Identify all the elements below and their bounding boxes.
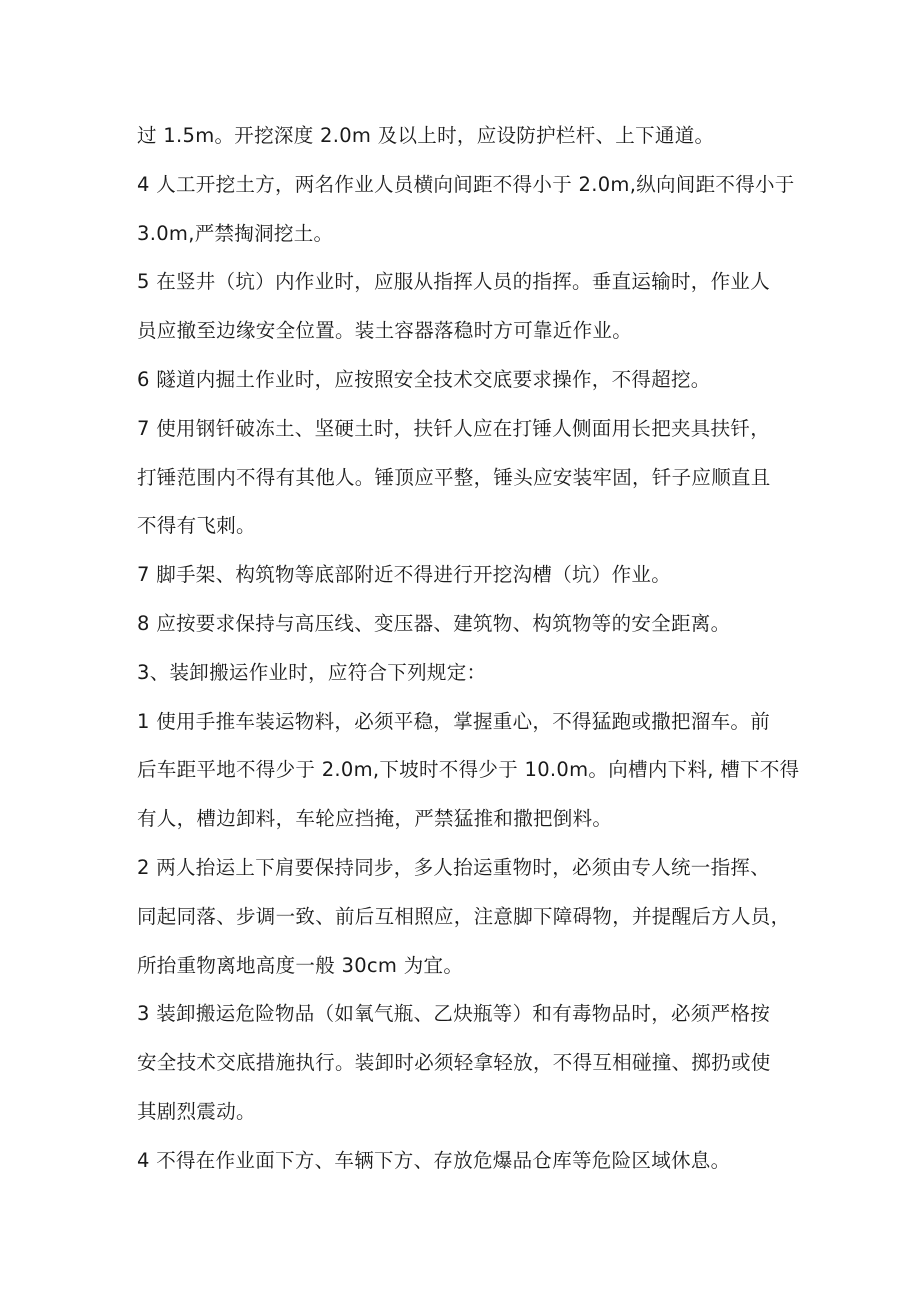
text-line: 不得有飞刺。 bbox=[137, 514, 256, 538]
text-line: 4 不得在作业面下方、车辆下方、存放危爆品仓库等危险区域休息。 bbox=[137, 1148, 731, 1172]
text-line: 所抬重物离地高度一般 30cm 为宜。 bbox=[137, 953, 464, 977]
text-line: 3 装卸搬运危险物品（如氧气瓶、乙炔瓶等）和有毒物品时，必须严格按 bbox=[137, 1002, 771, 1026]
text-line: 7 脚手架、构筑物等底部附近不得进行开挖沟槽（坑）作业。 bbox=[137, 563, 672, 587]
section-heading: 3、装卸搬运作业时，应符合下列规定： bbox=[137, 660, 487, 684]
text-line: 8 应按要求保持与高压线、变压器、建筑物、构筑物等的安全距离。 bbox=[137, 611, 731, 635]
text-line: 打锤范围内不得有其他人。锤顶应平整，锤头应安装牢固，钎子应顺直且 bbox=[137, 465, 771, 489]
text-line: 后车距平地不得少于 2.0m,下坡时不得少于 10.0m。向槽内下料, 槽下不得 bbox=[137, 758, 800, 782]
text-line: 过 1.5m。开挖深度 2.0m 及以上时，应设防护栏杆、上下通道。 bbox=[137, 124, 715, 147]
text-line: 7 使用钢钎破冻土、坚硬土时，扶钎人应在打锤人侧面用长把夹具扶钎， bbox=[137, 416, 771, 440]
text-line: 2 两人抬运上下肩要保持同步，多人抬运重物时，必须由专人统一指挥、 bbox=[137, 855, 771, 879]
text-line: 有人，槽边卸料，车轮应挡掩，严禁猛推和撒把倒料。 bbox=[137, 807, 613, 831]
text-line: 安全技术交底措施执行。装卸时必须轻拿轻放，不得互相碰撞、掷扔或使 bbox=[137, 1051, 771, 1075]
text-line: 5 在竖井（坑）内作业时，应服从指挥人员的指挥。垂直运输时，作业人 bbox=[137, 270, 771, 294]
text-line: 1 使用手推车装运物料，必须平稳，掌握重心，不得猛跑或撒把溜车。前 bbox=[137, 709, 771, 733]
text-line: 同起同落、步调一致、前后互相照应，注意脚下障碍物，并提醒后方人员， bbox=[137, 904, 791, 928]
text-line: 其剧烈震动。 bbox=[137, 1099, 256, 1123]
text-line: 4 人工开挖土方，两名作业人员横向间距不得小于 2.0m,纵向间距不得小于 bbox=[137, 172, 795, 196]
text-line: 6 隧道内掘土作业时，应按照安全技术交底要求操作，不得超挖。 bbox=[137, 367, 711, 391]
text-line: 员应撤至边缘安全位置。装土容器落稳时方可靠近作业。 bbox=[137, 319, 633, 343]
document-body bbox=[137, 112, 800, 1186]
text-line: 3.0m,严禁掏洞挖土。 bbox=[137, 221, 334, 245]
